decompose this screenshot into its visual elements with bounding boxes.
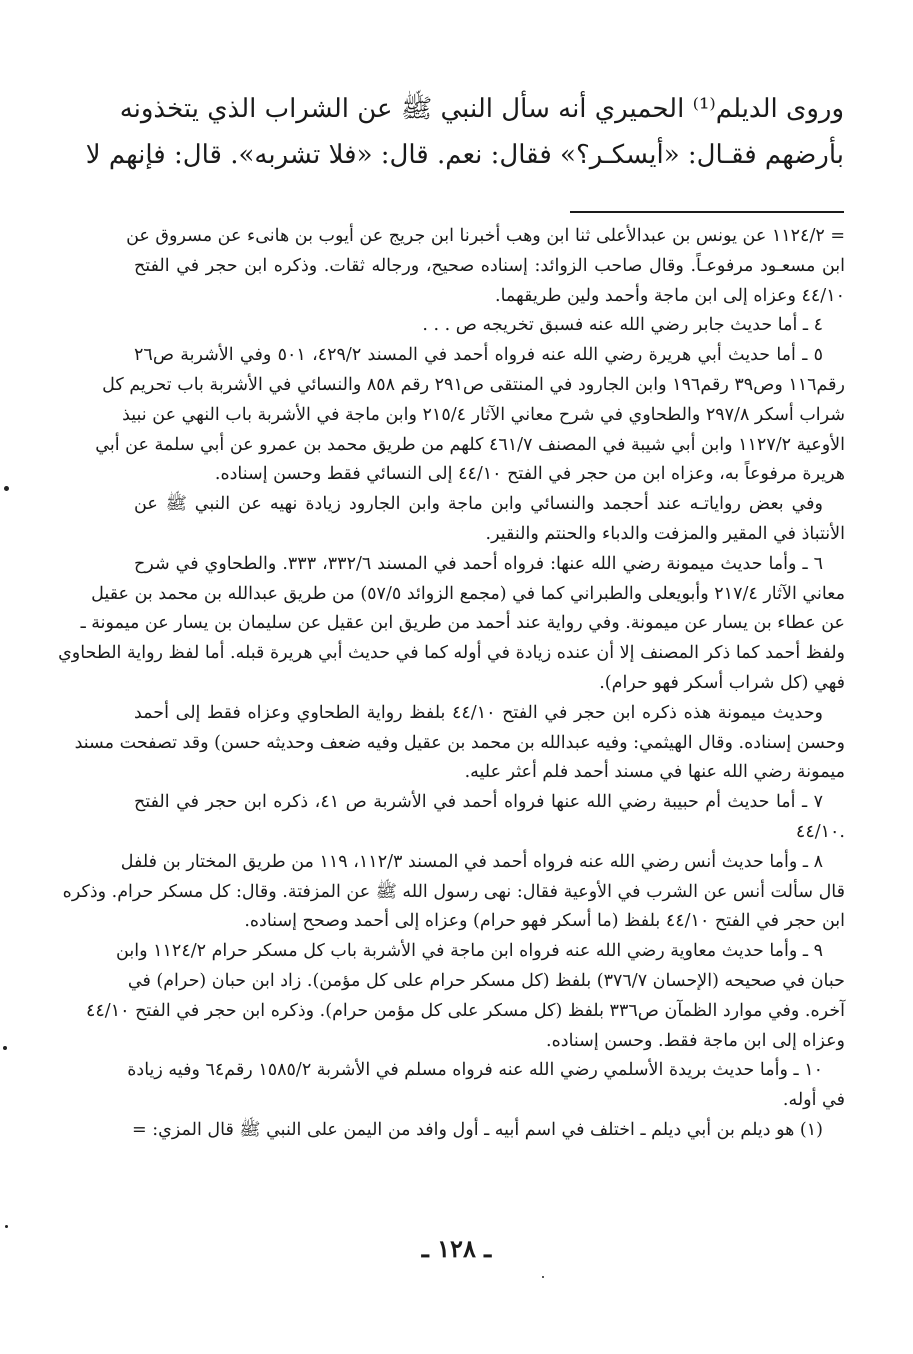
footnote-line: الأنتباذ في المقير والمزفت والدباء والحنتم والنقير. xyxy=(485,523,845,544)
footnote-line: وعزاه إلى ابن ماجة فقط. وحسن إسناده. xyxy=(546,1030,845,1051)
scan-speck xyxy=(3,1046,7,1050)
footnote-line: ١٠ ـ وأما حديث بريدة الأسلمي رضي الله عنه فرواه مسلم في الأشربة ١٥٨٥/٢ رقم٦٤ وفيه زيادة xyxy=(127,1060,823,1081)
footnote-line: ٨ ـ وأما حديث أنس رضي الله عنه فرواه أحمد في المسند ١١٢/٣، ١١٩ من طريق المختار بن فلفل xyxy=(120,851,823,872)
footnote-line: (١) هو ديلم بن أبي ديلم ـ اختلف في اسم أبيه ـ أول وافد من اليمن على النبي ﷺ قال المزي: = xyxy=(132,1119,823,1140)
main-text-line: وروى الديلم⁽¹⁾ الحميري أنه سأل النبي ﷺ عن الشراب الذي يتخذونه xyxy=(119,94,844,124)
footnote-line: ٦ ـ وأما حديث ميمونة رضي الله عنها: فرواه أحمد في المسند ٣٣٢/٦، ٣٣٣. والطحاوي في شرح xyxy=(134,553,823,574)
main-text xyxy=(85,86,844,178)
footnote-line: وحسن إسناده. وقال الهيثمي: وفيه عبدالله بن محمد بن عقيل وفيه ضعف وحديثه حسن) وقد تصفحت مسند xyxy=(74,732,845,753)
footnote-paragraph xyxy=(74,699,845,788)
footnotes xyxy=(58,222,845,1146)
footnote-line: آخره. وفي موارد الظمآن ص٣٣٦ بلفظ (كل مسكر على كل مؤمن حرام). وذكره ابن حجر في الفتح ٤٤/١٠ xyxy=(86,1000,845,1021)
footnote-line: ٤٤/١٠ وعزاه إلى ابن ماجة وأحمد ولين طريقهما. xyxy=(495,285,845,306)
footnote-separator xyxy=(570,211,844,213)
footnote-line: ٥ ـ أما حديث أبي هريرة رضي الله عنه فرواه أحمد في المسند ٤٢٩/٢، ٥٠١ وفي الأشربة ص٢٦ xyxy=(134,345,823,366)
footnote-line: ميمونة رضي الله عنها في مسند أحمد فلم أعثر عليه. xyxy=(464,762,845,783)
footnote-line: ٩ ـ وأما حديث معاوية رضي الله عنه فرواه ابن ماجة في الأشربة باب كل مسكر حرام ١١٢٤/٢ وابن xyxy=(116,941,823,962)
footnote-line: وحديث ميمونة هذه ذكره ابن حجر في الفتح ٤٤/١٠ بلفظ رواية الطحاوي وعزاه فقط إلى أحمد xyxy=(134,702,823,723)
scan-speck xyxy=(4,486,9,491)
footnote-line: = ١١٢٤/٢ عن يونس بن عبدالأعلى ثنا ابن وهب أخبرنا ابن جريج عن أيوب بن هانىء عن مسروق عن xyxy=(126,226,845,246)
footnote-paragraph xyxy=(58,550,845,699)
page-number: ـ ١٢٨ ـ xyxy=(421,1234,492,1263)
footnote-paragraph xyxy=(134,1116,845,1146)
footnote-line: الأوعية ١١٢٧/٢ وابن أبي شيبة في المصنف ٤٦١/٧ كلهم من طريق محمد بن عمرو عن أبي سلمة عن أبي xyxy=(95,434,845,455)
footnote-paragraph xyxy=(134,311,845,341)
footnote-paragraph xyxy=(134,490,845,550)
footnote-paragraph xyxy=(126,222,845,311)
footnote-line: ٧ ـ أما حديث أم حبيبة رضي الله عنها فرواه أحمد في الأشربة ص ٤١، ذكره ابن حجر في الفتح xyxy=(134,792,823,813)
footnote-line: قال سألت أنس عن الشرب في الأوعية فقال: نهى رسول الله ﷺ عن المزفتة. وقال: كل مسكر حرام. وذكره xyxy=(62,881,845,902)
footnote-paragraph xyxy=(95,341,845,490)
footnote-line: .٤٤/١٠ xyxy=(795,821,845,842)
footnote-line: شراب أسكر ٢٩٧/٨ والطحاوي في شرح معاني الآثار ٢١٥/٤ وابن ماجة في الأشربة باب النهي عن نبيذ xyxy=(122,404,845,425)
footnote-line: في أوله. xyxy=(782,1090,845,1111)
footnote-line: معاني الآثار ٢١٧/٤ وأبويعلى والطبراني كما في (مجمع الزوائد ٥٧/٥) من طريق عبدالله بن محمد بن عقيل xyxy=(91,583,845,604)
footnote-line: ابن حجر في الفتح ٤٤/١٠ بلفظ (ما أسكر فهو حرام) وعزاه إلى أحمد وصحح إسناده. xyxy=(244,911,845,932)
footnote-paragraph xyxy=(86,937,845,1056)
footnote-line: ولفظ أحمد كما ذكر المصنف إلا أن عنده زيادة في أوله كما في حديث أبي هريرة قبله. أما لفظ رواية الطحاوي xyxy=(58,643,845,664)
main-text-line: بأرضهم فقـال: «أيسكـر؟» فقال: نعم. قال: «فلا تشربه». قال: فإنهم لا xyxy=(85,140,844,170)
footnote-line: حبان في صحيحه (الإحسان ٣٧٦/٧) بلفظ (كل مسكر حرام على كل مؤمن). زاد ابن حبان (حرام) في xyxy=(127,970,845,991)
scan-speck xyxy=(542,1276,544,1278)
footnote-paragraph xyxy=(134,788,845,848)
scan-speck xyxy=(5,1225,8,1228)
footnote-line: هريرة مرفوعاً به، وعزاه ابن من حجر في الفتح ٤٤/١٠ إلى النسائي فقط وحسن إسناده. xyxy=(214,464,845,485)
footnote-line: ٤ ـ أما حديث جابر رضي الله عنه فسبق تخريجه ص . . . xyxy=(422,315,823,336)
footnote-line: رقم١١٦ وص٣٩ رقم١٩٦ وابن الجارود في المنتقى ص٢٩١ رقم ٨٥٨ والنسائي في الأشربة باب تحريم كل xyxy=(102,374,845,395)
footnote-line: عن عطاء بن يسار عن ميمونة. وفي رواية عند أحمد من طريق ابن عقيل عن سليمان بن يسار عن ميمونة ـ xyxy=(80,613,845,634)
footnote-paragraph xyxy=(127,1056,845,1116)
footnote-line: فهي (كل شراب أسكر فهو حرام). xyxy=(599,672,845,693)
footnote-line: ابن مسعـود مرفوعـاً. وقال صاحب الزوائد: إسناده صحيح، ورجاله ثقات. وذكره ابن حجر في الفتح xyxy=(134,255,845,276)
footnote-line: وفي بعض رواياتـه عند أحجمد والنسائي وابن ماجة وابن الجارود زيادة نهيه عن النبي ﷺ عن xyxy=(134,494,823,515)
footnote-paragraph xyxy=(62,848,845,937)
